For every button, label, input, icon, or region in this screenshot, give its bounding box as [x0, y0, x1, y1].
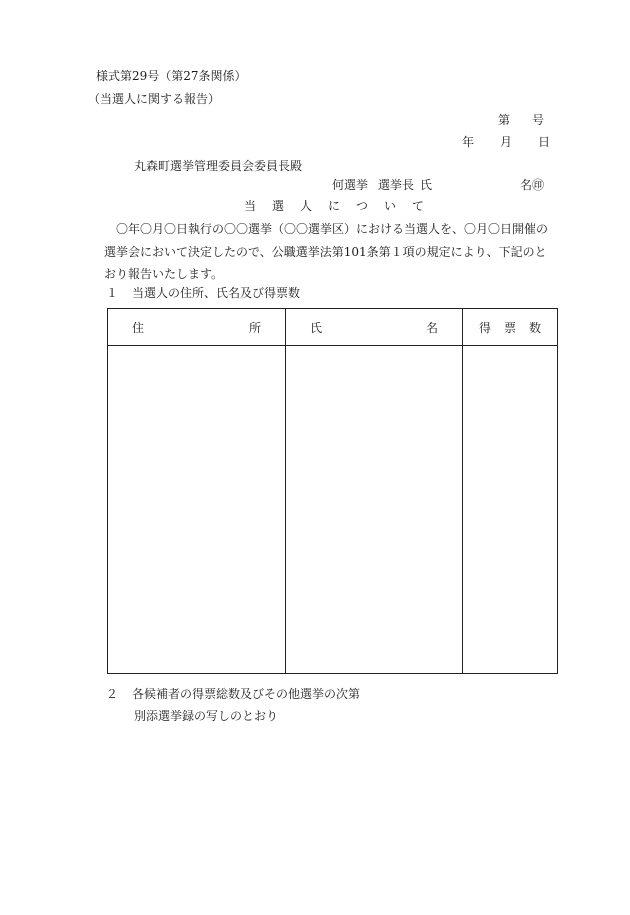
- header-address-char: 住: [132, 320, 145, 335]
- header-votes-char: 得: [479, 320, 492, 335]
- table-cell-votes: [463, 346, 558, 674]
- header-address-char: 所: [248, 320, 261, 335]
- sender-seal-label: 名㊞: [520, 178, 545, 192]
- form-number: 様式第29号（第27条関係）: [96, 69, 247, 83]
- document-title: [244, 198, 440, 214]
- addressee: 丸森町選挙管理委員会委員長殿: [134, 159, 303, 173]
- document-number-line: [498, 112, 544, 128]
- sender-line: [332, 177, 544, 193]
- date-day: 日: [538, 135, 551, 149]
- title-char: 当: [244, 199, 257, 213]
- sender-title: 選挙長: [378, 178, 415, 192]
- item-1-number: １: [106, 286, 119, 300]
- item-1-text: 当選人の住所、氏名及び得票数: [132, 286, 301, 300]
- header-address: [108, 309, 286, 346]
- header-votes: [463, 309, 558, 346]
- sender-name-label: 氏: [420, 178, 433, 192]
- title-char: つ: [356, 199, 369, 213]
- date-year: 年: [462, 135, 475, 149]
- header-votes-char: 数: [528, 320, 541, 335]
- number-prefix: 第: [498, 113, 511, 127]
- item-2-number: ２: [106, 687, 119, 701]
- form-subtitle: （当選人に関する報告）: [88, 92, 221, 106]
- item-1-heading: [106, 285, 300, 301]
- table-cell-address: [108, 346, 286, 674]
- item-2-detail: 別添選挙録の写しのとおり: [134, 709, 279, 723]
- item-2-heading: [106, 686, 360, 702]
- title-char: て: [412, 199, 425, 213]
- table-header-row: [108, 309, 558, 346]
- date-month: 月: [500, 135, 513, 149]
- results-table: [107, 308, 558, 674]
- title-char: 選: [272, 199, 285, 213]
- results-table-wrapper: [107, 308, 557, 674]
- number-suffix: 号: [532, 113, 545, 127]
- table-cell-name: [286, 346, 463, 674]
- header-name: [286, 309, 463, 346]
- date-line: [462, 134, 550, 150]
- title-char: 人: [300, 199, 313, 213]
- table-row: [108, 346, 558, 674]
- header-name-char: 名: [425, 320, 438, 335]
- sender-election: 何選挙: [332, 178, 369, 192]
- body-paragraph-text: 〇年〇月〇日執行の〇〇選挙（〇〇選挙区）における当選人を、〇月〇日開催の選挙会において決定したので、公職選挙法第101条第１項の規定により、下記のとおり報告いたします。: [104, 222, 549, 281]
- item-2-text: 各候補者の得票総数及びその他選挙の次第: [132, 687, 361, 701]
- header-votes-char: 票: [503, 320, 516, 335]
- body-paragraph: [104, 218, 554, 286]
- title-char: に: [328, 199, 341, 213]
- title-char: い: [384, 199, 397, 213]
- header-name-char: 氏: [310, 320, 323, 335]
